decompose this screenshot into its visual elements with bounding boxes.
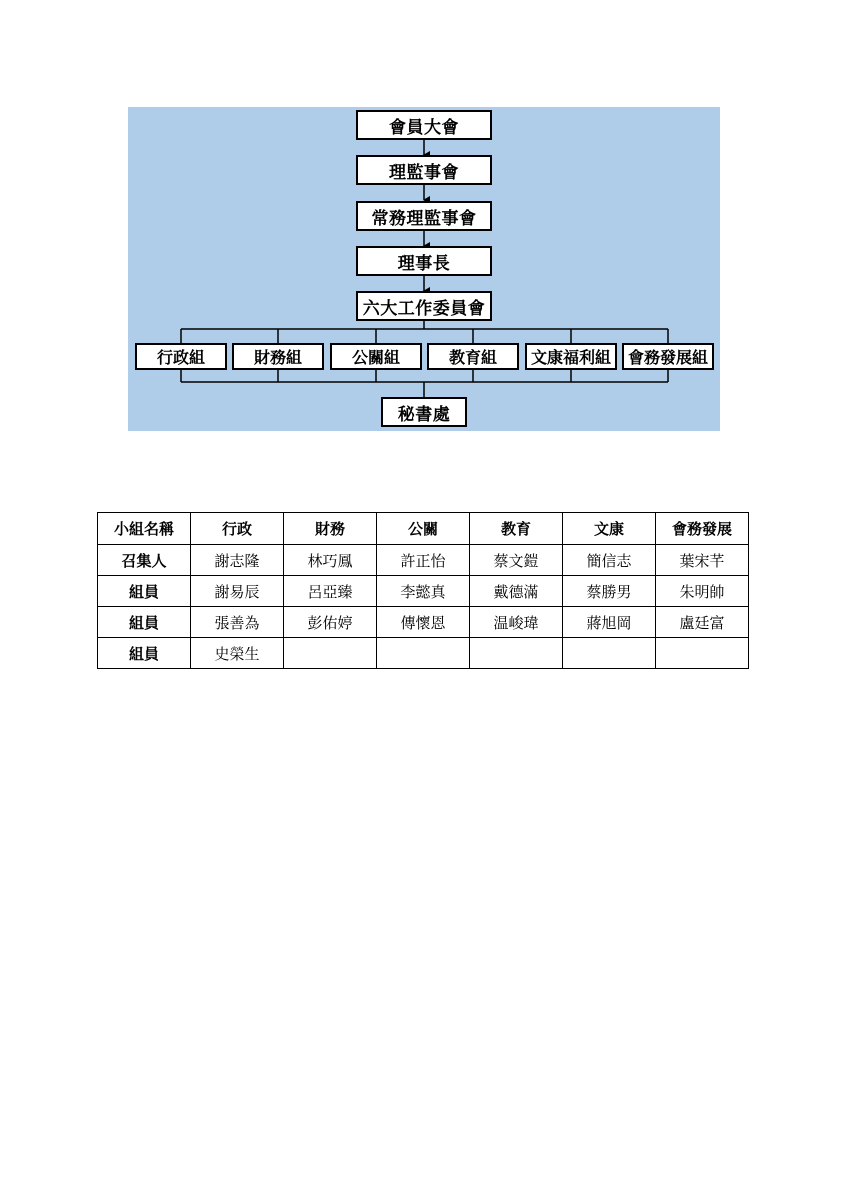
table-cell: 謝志隆 [191, 545, 284, 576]
row-label: 召集人 [98, 545, 191, 576]
table-cell [656, 638, 749, 669]
header-cell-finance: 財務 [284, 513, 377, 545]
org-chart [128, 107, 720, 431]
node-group-public-relations: 公關組 [330, 343, 422, 370]
node-group-finance: 財務組 [232, 343, 324, 370]
table-cell: 葉宋芊 [656, 545, 749, 576]
header-cell-recreation: 文康 [563, 513, 656, 545]
header-cell-membership-development: 會務發展 [656, 513, 749, 545]
row-label: 組員 [98, 607, 191, 638]
table-cell: 朱明帥 [656, 576, 749, 607]
table-cell: 彭佑婷 [284, 607, 377, 638]
header-cell-public-relations: 公關 [377, 513, 470, 545]
table-cell [470, 638, 563, 669]
node-group-administration: 行政組 [135, 343, 227, 370]
node-board-of-directors-supervisors: 理監事會 [356, 155, 492, 185]
header-cell-education: 教育 [470, 513, 563, 545]
table-cell: 簡信志 [563, 545, 656, 576]
table-cell [377, 638, 470, 669]
table-cell: 史榮生 [191, 638, 284, 669]
node-group-membership-development: 會務發展組 [622, 343, 714, 370]
header-cell-administration: 行政 [191, 513, 284, 545]
table-row [98, 576, 749, 607]
row-label: 組員 [98, 638, 191, 669]
table-cell: 温峻瑋 [470, 607, 563, 638]
table-cell: 盧廷富 [656, 607, 749, 638]
node-chairman: 理事長 [356, 246, 492, 276]
table-cell: 傳懷恩 [377, 607, 470, 638]
table-cell: 張善為 [191, 607, 284, 638]
table-cell [284, 638, 377, 669]
node-six-committees: 六大工作委員會 [356, 291, 492, 321]
table-cell: 蔣旭岡 [563, 607, 656, 638]
table-cell: 謝易辰 [191, 576, 284, 607]
table-cell: 戴德滿 [470, 576, 563, 607]
header-cell-group-name: 小組名稱 [98, 513, 191, 545]
table-cell: 林巧鳳 [284, 545, 377, 576]
table-cell: 蔡文鎧 [470, 545, 563, 576]
node-group-recreation-welfare: 文康福利組 [525, 343, 617, 370]
table-cell: 呂亞臻 [284, 576, 377, 607]
table-row [98, 607, 749, 638]
table-row [98, 545, 749, 576]
table-cell: 李懿真 [377, 576, 470, 607]
node-group-education: 教育組 [427, 343, 519, 370]
row-label: 組員 [98, 576, 191, 607]
table-cell [563, 638, 656, 669]
node-secretariat: 秘書處 [381, 397, 467, 427]
table-header-row [98, 513, 749, 545]
node-standing-board: 常務理監事會 [356, 201, 492, 231]
node-general-assembly: 會員大會 [356, 110, 492, 140]
table-cell: 蔡勝男 [563, 576, 656, 607]
committee-roster-table [97, 512, 749, 669]
table-row [98, 638, 749, 669]
table-cell: 許正怡 [377, 545, 470, 576]
